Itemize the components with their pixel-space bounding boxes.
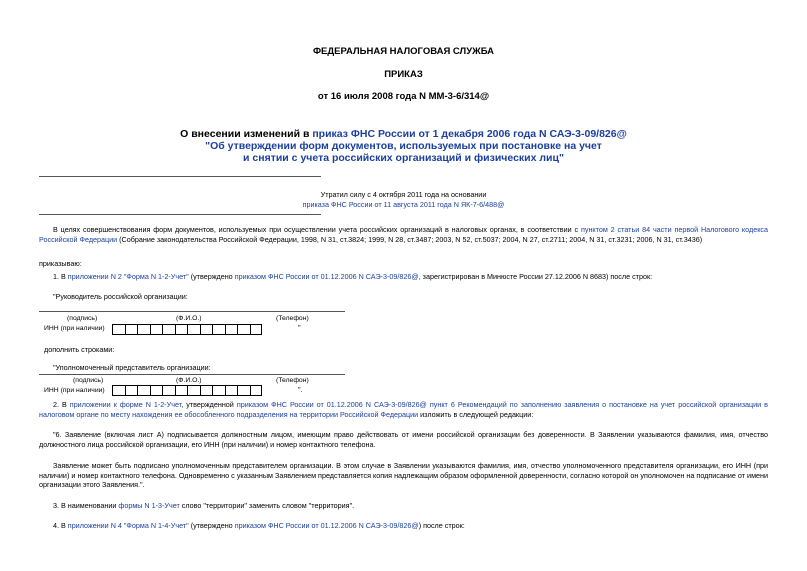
divider-top [39,176,321,177]
item-2: 2. В приложении к форме N 1-2-Учет, утвержденной приказом ФНС России от 01.12.2006 N САЭ-3-09/826@ пункт 6 Рекомендаций по заполнению заявления о постановке на учет российской организации в налоговом органе по месту нахождения ее обособленного подразделения на территории Российской Федерации изложить в следующей редакции: [39,400,768,419]
form2-sign-label: (подпись) [73,377,104,384]
form2-inn-cells[interactable] [112,385,262,396]
title-line-3[interactable]: и снятии с учета российских организаций и физических лиц" [243,152,564,164]
item-1: 1. В приложении N 2 "Форма N 1-2-Учет" (утверждено приказом ФНС России от 01.12.2006 N САЭ-3-09/826@, зарегистрирован в Минюсте России 27.12.2006 N 8683) после строк: [53,272,653,281]
quote-head: "Руководитель российской организации: [53,292,188,301]
amended-order-link[interactable]: приказ ФНС России от 1 декабря 2006 года N САЭ-3-09/826@ [312,128,627,140]
form1-inn-cells[interactable] [112,324,262,335]
form1-end-quote: " [298,323,301,332]
title-line-2[interactable]: "Об утверждении форм документов, используемых при постановке на учет [205,140,602,152]
form1-fio-label: (Ф.И.О.) [176,315,202,322]
order-826-link-2[interactable]: приказом ФНС России от 01.12.2006 N САЭ-3-09/826@ [236,400,427,409]
form-1-4-link[interactable]: приложении N 4 "Форма N 1-4-Учет" [67,521,189,530]
form2-inn-label: ИНН (при наличии) [44,387,105,394]
form1-inn-label: ИНН (при наличии) [44,325,105,332]
tax-code-link[interactable]: пунктом 2 статьи 84 части первой Налогового кодекса Российской Федерации [39,225,769,244]
repeal-order-link[interactable]: приказа ФНС России от 11 августа 2011 года N ЯК-7-6/488@ [302,200,505,209]
document-type: ПРИКАЗ [384,69,423,80]
form2-end-quote: ". [298,385,303,394]
document-title [0,128,807,164]
item-3: 3. В наименовании формы N 1-3-Учет слово "территории" заменить словом "территория". [53,501,355,510]
agency-name: ФЕДЕРАЛЬНАЯ НАЛОГОВАЯ СЛУЖБА [312,46,495,57]
document-date-number: от 16 июля 2008 года N ММ-3-6/314@ [317,91,490,102]
form2-fio-label: (Ф.И.О.) [176,377,202,384]
form1-signature-line [39,311,345,312]
item-4: 4. В приложении N 4 "Форма N 1-4-Учет" (утверждено приказом ФНС России от 01.12.2006 N САЭ-3-09/826@) после строк: [53,521,465,530]
order-word: приказываю: [39,259,82,268]
form2-signature-line [39,374,345,375]
form-appendix-link[interactable]: приложении к форме N 1-2-Учет [69,400,182,409]
status-line-1: Утратил силу с 4 октября 2011 года на основании [320,190,487,199]
authorized-head: "Уполномоченный представитель организации: [53,363,211,372]
divider-bottom [39,214,321,215]
form2-tel-label: (Телефон) [276,377,309,384]
paragraph-authorized: Заявление может быть подписано уполномоченным представителем организации. В этом случае в Заявлении указываются фамилия, имя, отчество уполномоченного представителя организации, его ИНН (при наличии) и номер контактного телефона. Одновременно с указанным Заявлением представляется копия надлежащим образом оформленной доверенности, согласно которой он уполномочен на подписание от имени организации этого Заявления.". [39,461,768,490]
paragraph-6: "6. Заявление (включая лист А) подписывается должностным лицом, имеющим право действовать от имени российской организации без доверенности. В Заявлении указываются фамилия, имя, отчество должностного лица российской организации, его ИНН (при наличии) и номер контактного телефона. [39,430,768,449]
form1-sign-label: (подпись) [67,315,98,322]
preamble-paragraph: В целях совершенствования форм документов, используемых при осуществлении учета российских организаций в налоговых органах, в соответствии с пунктом 2 статьи 84 части первой Налогового кодекса Российской Федерации (Собрание законодательства Российской Федерации, 1998, N 31, ст.3824; 1999, N 28, ст.3487; 2003, N 52, ст.5037; 2004, N 27, ст.2711; 2004, N 31, ст.3231; 2006, N 31, ст.3436) [39,225,769,244]
form1-tel-label: (Телефон) [276,315,309,322]
recommendations-link[interactable]: пункт 6 Рекомендаций по заполнению заявления о постановке на учет российской организации в налоговом органе по месту нахождения ее обособленного подразделения на территории Российской Федерации [39,400,768,419]
form-1-2-link[interactable]: приложении N 2 "Форма N 1-2-Учет" [67,272,189,281]
order-826-link-1[interactable]: приказом ФНС России от 01.12.2006 N САЭ-3-09/826@ [234,272,419,281]
form-1-3-link[interactable]: формы N 1-3-Учет [118,501,180,510]
add-lines: дополнить строками: [44,345,115,354]
order-826-link-3[interactable]: приказом ФНС России от 01.12.2006 N САЭ-3-09/826@ [234,521,419,530]
title-line-1: О внесении изменений в приказ ФНС России от 1 декабря 2006 года N САЭ-3-09/826@ [180,128,627,140]
